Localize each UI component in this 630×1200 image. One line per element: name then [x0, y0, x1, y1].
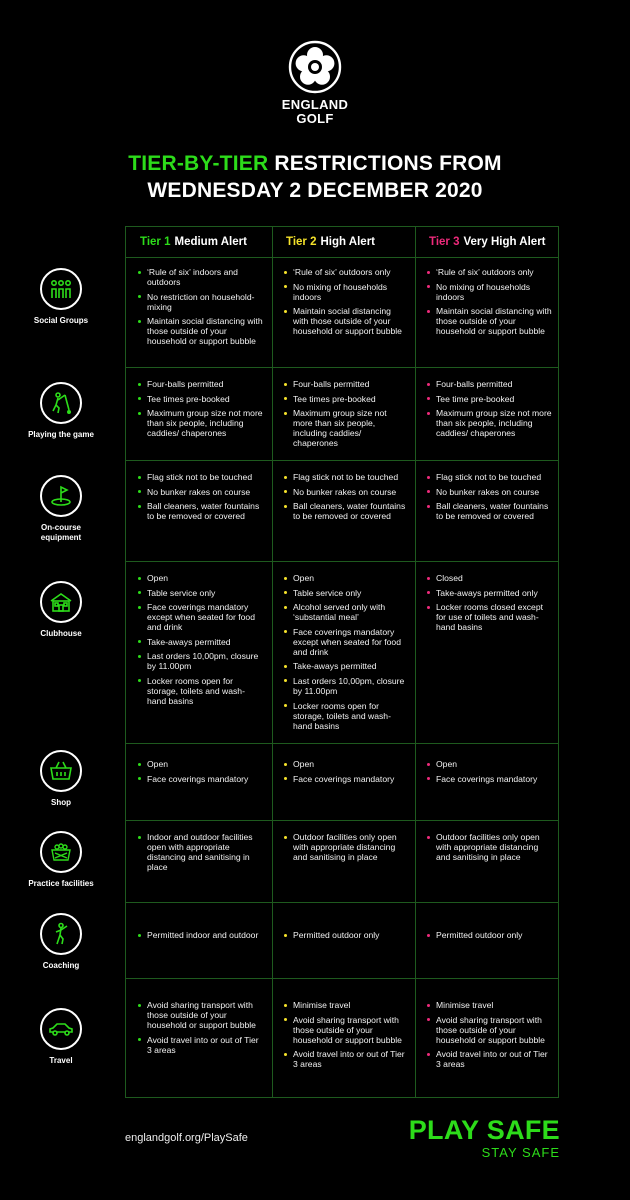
list-item: No mixing of households indoors	[284, 282, 407, 302]
list-item: No bunker rakes on course	[284, 487, 407, 497]
table-cell	[126, 930, 272, 945]
list-item: Open	[284, 759, 407, 769]
row-label: Travel	[49, 1056, 73, 1065]
table-cell	[126, 759, 272, 788]
row-label: Practice facilities	[28, 879, 94, 888]
row-label: Playing the game	[28, 430, 94, 439]
list-item: Minimise travel	[427, 1000, 552, 1010]
list-item: Closed	[427, 573, 552, 583]
ball-basket-icon	[40, 831, 82, 873]
list-item: No bunker rakes on course	[138, 487, 264, 497]
table-cell	[126, 573, 272, 711]
row-header-7	[0, 913, 122, 971]
list-item: Avoid sharing transport with those outside of your household or support bubble	[284, 1015, 407, 1045]
list-item: Maintain social distancing with those outside of your household or support bubble	[284, 306, 407, 336]
list-item: ‘Rule of six’ outdoors only	[284, 267, 407, 277]
table-cell	[126, 472, 272, 526]
list-item: Avoid travel into or out of Tier 3 areas	[284, 1049, 407, 1069]
list-item: Last orders 10,00pm, closure by 11.00pm	[284, 676, 407, 696]
table-cell	[415, 379, 560, 443]
list-item: Table service only	[138, 588, 264, 598]
table-cell	[415, 573, 560, 637]
list-item: Avoid sharing transport with those outside of your household or support bubble	[138, 1000, 264, 1030]
table-cell	[415, 930, 560, 945]
tier-1-label: Medium Alert	[174, 236, 247, 248]
list-item: Locker rooms closed except for use of toilets and wash-hand basins	[427, 602, 552, 632]
list-item: Minimise travel	[284, 1000, 407, 1010]
list-item: Tee time pre-booked	[427, 394, 552, 404]
list-item: Open	[284, 573, 407, 583]
list-item: Tee times pre-booked	[138, 394, 264, 404]
list-item: Locker rooms open for storage, toilets and wash-hand basins	[284, 701, 407, 731]
list-item: Locker rooms open for storage, toilets and wash-hand basins	[138, 676, 264, 706]
coach-icon	[40, 913, 82, 955]
restrictions-table	[125, 226, 559, 1098]
row-label: Clubhouse	[40, 629, 82, 638]
table-cell	[126, 379, 272, 443]
list-item: Four-balls permitted	[284, 379, 407, 389]
clubhouse-icon	[40, 581, 82, 623]
table-cell	[126, 832, 272, 877]
list-item: Alcohol served only with ‘substantial meal’	[284, 602, 407, 622]
list-item: No restriction on household-mixing	[138, 292, 264, 312]
rose-icon	[288, 40, 342, 94]
list-item: Indoor and outdoor facilities open with appropriate distancing and sanitising in place	[138, 832, 264, 872]
tier-3-number: Tier 3	[429, 236, 460, 248]
england-golf-logo	[0, 40, 630, 125]
list-item: Four-balls permitted	[427, 379, 552, 389]
list-item: Maintain social distancing with those outside of your household or support bubble	[427, 306, 552, 336]
golfer-icon	[40, 382, 82, 424]
row-header-2	[0, 382, 122, 440]
list-item: Outdoor facilities only open with appropriate distancing and sanitising in place	[284, 832, 407, 862]
brand-line-1: ENGLAND	[281, 97, 349, 112]
list-item: Face coverings mandatory	[284, 774, 407, 784]
list-item: Face coverings mandatory	[138, 774, 264, 784]
list-item: Maximum group size not more than six people, including caddies/ chaperones	[427, 408, 552, 438]
row-header-4	[0, 581, 122, 639]
play-safe-slogan	[409, 1117, 560, 1160]
table-cell	[272, 267, 415, 341]
title-highlight: TIER-BY-TIER	[128, 152, 269, 175]
table-cell	[272, 573, 415, 735]
play-safe-text: PLAY SAFE	[408, 1115, 560, 1145]
table-cell	[415, 267, 560, 341]
list-item: Flag stick not to be touched	[138, 472, 264, 482]
row-label: Coaching	[42, 961, 80, 970]
row-header-8	[0, 1008, 122, 1066]
list-item: Maximum group size not more than six people, including caddies/ chaperones	[284, 408, 407, 448]
row-header-3	[0, 475, 122, 543]
list-item: Ball cleaners, water fountains to be removed or covered	[138, 501, 264, 521]
list-item: Permitted outdoor only	[427, 930, 552, 940]
list-item: Flag stick not to be touched	[427, 472, 552, 482]
list-item: Open	[427, 759, 552, 769]
list-item: Face coverings mandatory except when seated for food and drink	[284, 627, 407, 657]
list-item: Avoid travel into or out of Tier 3 areas	[427, 1049, 552, 1069]
table-cell	[415, 472, 560, 526]
tier-1-number: Tier 1	[140, 236, 171, 248]
table-cell	[272, 930, 415, 945]
list-item: Avoid sharing transport with those outside of your household or support bubble	[427, 1015, 552, 1045]
flag-green-icon	[40, 475, 82, 517]
list-item: Last orders 10,00pm, closure by 11.00pm	[138, 651, 264, 671]
stay-safe-text: STAY SAFE	[481, 1145, 560, 1160]
list-item: Four-balls permitted	[138, 379, 264, 389]
table-cell	[415, 832, 560, 867]
list-item: Ball cleaners, water fountains to be removed or covered	[427, 501, 552, 521]
list-item: Avoid travel into or out of Tier 3 areas	[138, 1035, 264, 1055]
list-item: Face coverings mandatory	[427, 774, 552, 784]
list-item: Maintain social distancing with those outside of your household or support bubble	[138, 316, 264, 346]
row-label: Social Groups	[33, 316, 89, 325]
brand-line-2: GOLF	[296, 111, 334, 126]
row-label: On-course equipment	[40, 523, 82, 542]
people-icon	[40, 268, 82, 310]
list-item: Outdoor facilities only open with appropriate distancing and sanitising in place	[427, 832, 552, 862]
list-item: Permitted indoor and outdoor	[138, 930, 264, 940]
tier-3-header	[415, 227, 560, 257]
table-cell	[272, 1000, 415, 1074]
list-item: Take-aways permitted only	[427, 588, 552, 598]
tier-2-label: High Alert	[320, 236, 376, 248]
list-item: Permitted outdoor only	[284, 930, 407, 940]
table-cell	[126, 267, 272, 351]
row-label: Shop	[51, 798, 71, 807]
table-cell	[272, 759, 415, 788]
title-date: WEDNESDAY 2 DECEMBER 2020	[147, 179, 483, 202]
table-cell	[415, 759, 560, 788]
car-icon	[40, 1008, 82, 1050]
tier-3-label: Very High Alert	[463, 236, 546, 248]
tier-1-header	[126, 227, 272, 257]
list-item: No mixing of households indoors	[427, 282, 552, 302]
list-item: Flag stick not to be touched	[284, 472, 407, 482]
list-item: ‘Rule of six’ indoors and outdoors	[138, 267, 264, 287]
table-cell	[415, 1000, 560, 1074]
list-item: Take-aways permitted	[138, 637, 264, 647]
basket-icon	[40, 750, 82, 792]
list-item: No bunker rakes on course	[427, 487, 552, 497]
list-item: Face coverings mandatory except when seated for food and drink	[138, 602, 264, 632]
table-cell	[272, 832, 415, 867]
tier-2-header	[272, 227, 415, 257]
title-rest: RESTRICTIONS FROM	[268, 152, 502, 175]
row-header-6	[0, 831, 122, 889]
list-item: Table service only	[284, 588, 407, 598]
list-item: Ball cleaners, water fountains to be removed or covered	[284, 501, 407, 521]
list-item: Take-aways permitted	[284, 661, 407, 671]
list-item: ‘Rule of six’ outdoors only	[427, 267, 552, 277]
table-cell	[272, 379, 415, 453]
tier-2-number: Tier 2	[286, 236, 317, 248]
row-header-1	[0, 268, 122, 326]
footer-url-link[interactable]: englandgolf.org/PlaySafe	[125, 1132, 248, 1144]
row-header-5	[0, 750, 122, 808]
list-item: Maximum group size not more than six people, including caddies/ chaperones	[138, 408, 264, 438]
page-title	[0, 150, 630, 204]
list-item: Open	[138, 759, 264, 769]
table-cell	[272, 472, 415, 526]
table-cell	[126, 1000, 272, 1059]
list-item: Tee times pre-booked	[284, 394, 407, 404]
list-item: Open	[138, 573, 264, 583]
